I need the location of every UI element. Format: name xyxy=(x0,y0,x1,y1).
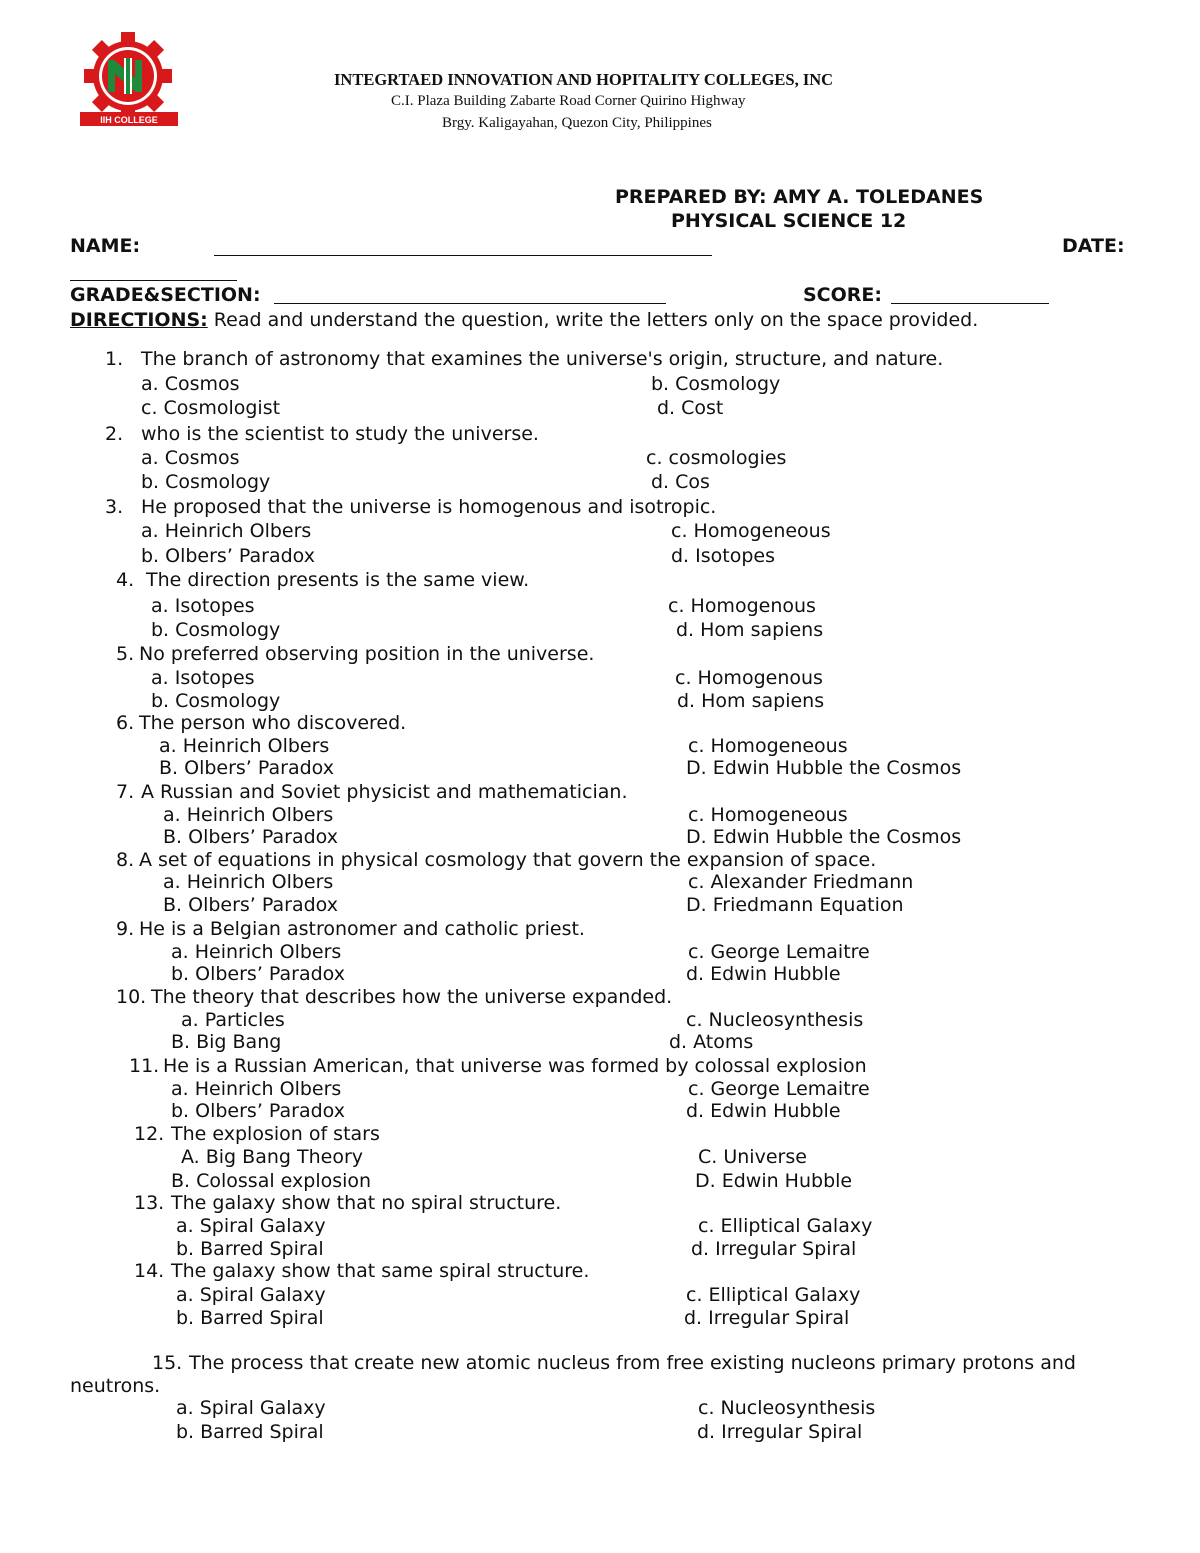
question-text: who is the scientist to study the universe. xyxy=(141,423,539,445)
date-label: DATE: xyxy=(1062,235,1125,257)
prepared-by: PREPARED BY: AMY A. TOLEDANES xyxy=(615,186,984,208)
question-number: 15. xyxy=(152,1352,183,1374)
question-number: 5. xyxy=(116,643,135,665)
date-field[interactable] xyxy=(70,280,237,281)
option-c: b. Cosmology xyxy=(151,619,281,641)
question-number: 9. xyxy=(116,918,135,940)
option-c: B. Colossal explosion xyxy=(171,1170,372,1192)
option-c: b. Cosmology xyxy=(141,471,271,493)
option-d: D. Friedmann Equation xyxy=(686,894,904,916)
school-name: INTEGRTAED INNOVATION AND HOPITALITY COLLEGES, INC xyxy=(334,70,834,89)
option-a: a. Heinrich Olbers xyxy=(141,520,312,542)
option-c: b. Barred Spiral xyxy=(176,1238,324,1260)
option-a: a. Heinrich Olbers xyxy=(159,735,330,757)
option-a: a. Cosmos xyxy=(141,447,240,469)
option-c: B. Olbers’ Paradox xyxy=(159,757,334,779)
option-d: d. Cost xyxy=(657,397,724,419)
grade-section-label: GRADE&SECTION: xyxy=(70,284,261,306)
option-a: a. Heinrich Olbers xyxy=(171,941,342,963)
option-d: D. Edwin Hubble xyxy=(695,1170,853,1192)
option-d: D. Edwin Hubble the Cosmos xyxy=(686,826,962,848)
question-text: A set of equations in physical cosmology that govern the expansion of space. xyxy=(139,849,877,871)
option-d: d. Irregular Spiral xyxy=(691,1238,857,1260)
question-number: 11. xyxy=(129,1055,160,1077)
option-b: c. Elliptical Galaxy xyxy=(686,1284,861,1306)
college-logo xyxy=(74,30,186,130)
name-label: NAME: xyxy=(70,235,141,257)
option-b: c. George Lemaitre xyxy=(688,941,870,963)
option-b: c. Alexander Friedmann xyxy=(688,871,914,893)
option-d: d. Irregular Spiral xyxy=(697,1421,863,1443)
question-text: No preferred observing position in the universe. xyxy=(139,643,595,665)
question-text: He is a Russian American, that universe was formed by colossal explosion xyxy=(163,1055,867,1077)
option-a: a. Isotopes xyxy=(151,667,255,689)
option-d: d. Edwin Hubble xyxy=(686,1100,841,1122)
option-c: b. Barred Spiral xyxy=(176,1421,324,1443)
directions-text: Read and understand the question, write the letters only on the space provided. xyxy=(207,309,979,331)
question-text: The galaxy show that no spiral structure. xyxy=(171,1192,562,1214)
option-b: c. Homogeneous xyxy=(688,735,848,757)
question-number: 13. xyxy=(134,1192,165,1214)
option-b: c. cosmologies xyxy=(646,447,787,469)
option-d: d. Cos xyxy=(651,471,710,493)
option-d: d. Hom sapiens xyxy=(676,619,824,641)
option-a: a. Spiral Galaxy xyxy=(176,1284,326,1306)
option-b: c. Homogenous xyxy=(668,595,816,617)
option-d: d. Isotopes xyxy=(671,545,775,567)
option-b: C. Universe xyxy=(698,1146,807,1168)
option-a: a. Spiral Galaxy xyxy=(176,1215,326,1237)
subject-title: PHYSICAL SCIENCE 12 xyxy=(671,210,907,232)
question-number: 10. xyxy=(116,986,147,1008)
option-c: b. Barred Spiral xyxy=(176,1307,324,1329)
address-line-1: C.I. Plaza Building Zabarte Road Corner Quirino Highway xyxy=(391,93,746,109)
option-a: a. Heinrich Olbers xyxy=(171,1078,342,1100)
question-number: 7. xyxy=(116,781,135,803)
question-text: The process that create new atomic nucleus from free existing nucleons primary protons and xyxy=(189,1352,1076,1374)
option-b: c. Homogeneous xyxy=(688,804,848,826)
option-c: b. Cosmology xyxy=(151,690,281,712)
question-text: The direction presents is the same view. xyxy=(146,569,530,591)
score-label: SCORE: xyxy=(803,284,882,306)
directions xyxy=(70,309,978,332)
question-number: 4. xyxy=(116,569,135,591)
option-a: a. Isotopes xyxy=(151,595,255,617)
option-a: a. Heinrich Olbers xyxy=(163,804,334,826)
option-c: b. Olbers’ Paradox xyxy=(171,1100,345,1122)
option-a: a. Cosmos xyxy=(141,373,240,395)
question-text: The branch of astronomy that examines the universe's origin, structure, and nature. xyxy=(141,348,944,370)
question-text: The theory that describes how the universe expanded. xyxy=(151,986,673,1008)
question-number: 6. xyxy=(116,712,135,734)
grade-section-field[interactable] xyxy=(274,303,666,304)
question-text: The galaxy show that same spiral structure. xyxy=(171,1260,590,1282)
address-line-2: Brgy. Kaligayahan, Quezon City, Philippines xyxy=(442,115,712,131)
option-b: c. Elliptical Galaxy xyxy=(698,1215,873,1237)
score-field[interactable] xyxy=(891,303,1049,304)
option-d: d. Hom sapiens xyxy=(677,690,825,712)
option-d: D. Edwin Hubble the Cosmos xyxy=(686,757,962,779)
option-d: d. Irregular Spiral xyxy=(684,1307,850,1329)
question-text: He is a Belgian astronomer and catholic priest. xyxy=(139,918,585,940)
question-number: 3. xyxy=(105,496,124,518)
option-c: b. Olbers’ Paradox xyxy=(171,963,345,985)
option-c: B. Big Bang xyxy=(171,1031,282,1053)
option-b: c. Homogenous xyxy=(675,667,823,689)
question-number: 2. xyxy=(105,423,124,445)
option-c: c. Cosmologist xyxy=(141,397,281,419)
directions-label: DIRECTIONS: xyxy=(70,309,208,331)
question-number: 12. xyxy=(134,1123,165,1145)
option-b: b. Cosmology xyxy=(651,373,781,395)
name-field[interactable] xyxy=(214,255,712,256)
question-text: A Russian and Soviet physicist and mathematician. xyxy=(141,781,628,803)
question-text: He proposed that the universe is homogenous and isotropic. xyxy=(141,496,717,518)
option-c: B. Olbers’ Paradox xyxy=(163,894,338,916)
option-d: d. Edwin Hubble xyxy=(686,963,841,985)
question-number: 8. xyxy=(116,849,135,871)
option-b: c. Nucleosynthesis xyxy=(698,1397,876,1419)
option-c: b. Olbers’ Paradox xyxy=(141,545,315,567)
option-b: c. Nucleosynthesis xyxy=(686,1009,864,1031)
question-text: The person who discovered. xyxy=(139,712,407,734)
option-a: a. Particles xyxy=(181,1009,285,1031)
option-d: d. Atoms xyxy=(669,1031,754,1053)
logo-text: IIH COLLEGE xyxy=(100,115,158,125)
question-number: 14. xyxy=(134,1260,165,1282)
option-a: a. Spiral Galaxy xyxy=(176,1397,326,1419)
option-a: a. Heinrich Olbers xyxy=(163,871,334,893)
question-text-continued: neutrons. xyxy=(70,1375,161,1397)
option-b: c. Homogeneous xyxy=(671,520,831,542)
option-a: A. Big Bang Theory xyxy=(181,1146,363,1168)
question-number: 1. xyxy=(105,348,124,370)
option-b: c. George Lemaitre xyxy=(688,1078,870,1100)
option-c: B. Olbers’ Paradox xyxy=(163,826,338,848)
question-text: The explosion of stars xyxy=(171,1123,380,1145)
